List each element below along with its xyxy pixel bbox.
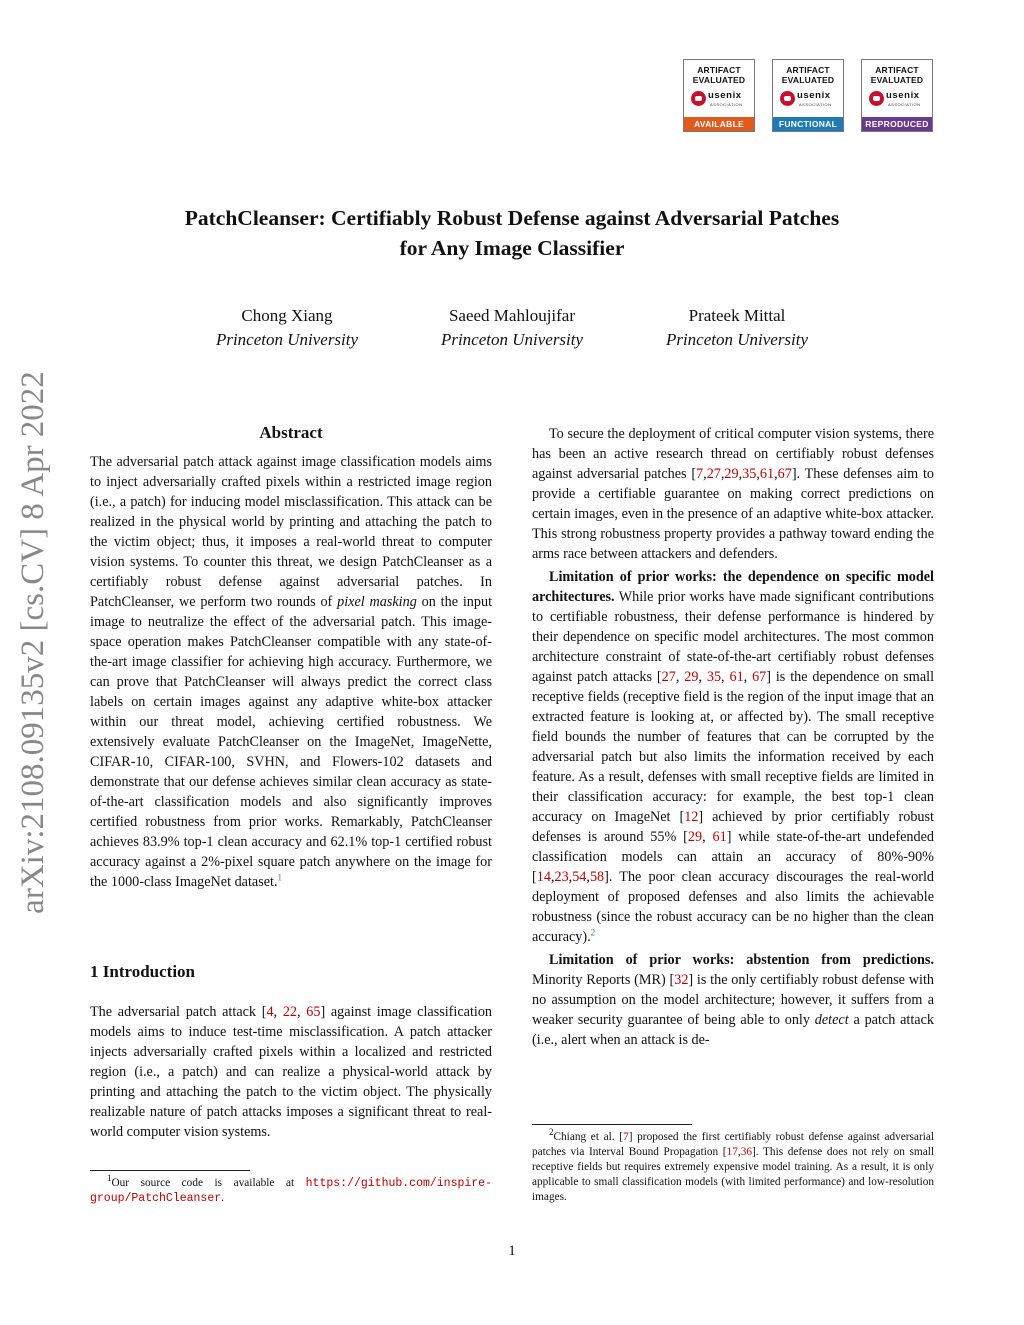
citation-link[interactable]: 4 xyxy=(266,1004,274,1020)
intro-text: The adversarial patch attack [ xyxy=(90,1004,267,1020)
paper-title xyxy=(100,203,924,263)
badge-org: usenix xyxy=(708,90,742,101)
badge-line2: EVALUATED xyxy=(692,75,746,85)
author-name: Prateek Mittal xyxy=(688,306,786,325)
author-name: Chong Xiang xyxy=(241,306,333,325)
citation-link[interactable]: 12 xyxy=(684,809,699,825)
footnote-rule xyxy=(90,1170,250,1171)
citation-link[interactable]: 35 xyxy=(742,466,757,482)
page-number: 1 xyxy=(508,1243,516,1259)
intro-text: ] against image classification models aims to induce test-time misclassification. A patch attacker injects adversarially crafted pixels within a localized and restricted region (i.e., a patch) and can realize a physical-world attack by printing and attaching the patch to the victim object. The physically realizable nature of patch attacks imposes a significant threat to real-world computer vision systems. xyxy=(90,1004,493,1140)
text: ] is the dependence on small receptive fields (receptive field is the region of the input image that an extracted feature is looking at, or affected by). The small receptive field bounds the number of features that can be corrupted by the adversarial patch but also limits the information received by each feature. As a result, defenses with small receptive fields are limited in their classification accuracy: for example, the best top-1 clean accuracy on ImageNet [ xyxy=(532,669,935,825)
badge-available xyxy=(683,59,755,132)
author-affiliation: Princeton University xyxy=(440,330,584,349)
italic-text: detect xyxy=(814,1012,849,1028)
citation-link[interactable]: 36 xyxy=(740,1146,752,1158)
abstract-body xyxy=(90,452,492,892)
citation-link[interactable]: 61 xyxy=(729,669,744,685)
usenix-logo-icon xyxy=(869,89,927,109)
paragraph-heading: Limitation of prior works: abstention from predictions. xyxy=(549,952,934,968)
citation-link[interactable]: 29 xyxy=(687,829,703,845)
paragraph-3 xyxy=(532,950,934,1050)
citation-link[interactable]: 29 xyxy=(684,669,699,685)
badge-label: FUNCTIONAL xyxy=(773,117,843,131)
footnote-text: ] proposed the first certifiably robust defense against adversarial patches via Interval Bound Propagation [ xyxy=(532,1131,935,1158)
citation-link[interactable]: 32 xyxy=(674,972,689,988)
badge-reproduced xyxy=(861,59,933,132)
usenix-logo-icon xyxy=(691,89,749,109)
intro-heading: 1 Introduction xyxy=(90,962,196,981)
citation-link[interactable]: 14 xyxy=(536,869,551,885)
arxiv-stamp-text: arXiv:2108.09135v2 [cs.CV] 8 Apr 2022 xyxy=(15,371,51,914)
usenix-logo-icon xyxy=(780,89,838,109)
author-3 xyxy=(617,304,857,352)
text: ]. These defenses aim to provide a certifiable guarantee on making correct predictions on certain images, even in the presence of an adaptive white-box attacker. This strong robustness property provides a pathway toward ending the arms race between attackers and defenders. xyxy=(532,466,935,562)
citation-link[interactable]: 27 xyxy=(661,669,676,685)
source-code-link[interactable]: https://github.com/inspire-group/PatchCleanser xyxy=(90,1177,492,1205)
text: ] while state-of-the-art undefended classification models can attain an accuracy of 80%-90% [ xyxy=(532,829,935,885)
footnote-text: Our source code is available at xyxy=(111,1177,306,1189)
badge-org: usenix xyxy=(886,90,920,101)
badge-functional xyxy=(772,59,844,132)
arxiv-stamp xyxy=(13,355,53,930)
citation-link[interactable]: 58 xyxy=(589,869,605,885)
citation-link[interactable]: 7 xyxy=(696,466,704,482)
author-2 xyxy=(392,304,632,352)
citation-link[interactable]: 27 xyxy=(706,466,721,482)
paragraph-1: To secure the deployment of critical computer vision systems, there has been an active research thread on certifiably robust defenses against adversarial patches [7,27,29,35,61,67]. These defenses aim to provide a certifiable guarantee on making correct predictions on certain images, even in the presence of an adaptive white-box attacker. This strong robustness property provides a pathway toward ending the arms race between attackers and defenders. xyxy=(532,426,935,562)
abstract-heading: Abstract xyxy=(259,423,323,442)
citation-link[interactable]: 22 xyxy=(282,1004,297,1020)
paragraph-2: Limitation of prior works: the dependence on specific model architectures. While prior works have made significant contributions to certifiable robustness, their defense performance is hindered by their dependence on specific model architectures. The most common architecture constraint of state-of-the-art certifiably robust defenses against patch attacks [27, 29, 35, 61, 67] is the dependence on small receptive fields (receptive field is the region of the input image that an extracted feature is looking at, or affected by). The small receptive field bounds the number of features that can be corrupted by the adversarial patch but also limits the information received by each feature. As a result, defenses with small receptive fields are limited in their classification accuracy: for example, the best top-1 clean accuracy on ImageNet [12] achieved by prior certifiably robust defenses is around 55% [29, 61] while state-of-the-art undefended classification models can attain an accuracy of 80%-90% [14,23,54,58]. The poor clean accuracy discourages the real-world deployment of proposed defenses and also limits the achievable robustness (since the robust accuracy can be no higher than the clean accuracy).$^2$ xyxy=(532,569,935,945)
footnote-2: $^2$Chiang et al. [7] proposed the first certifiably robust defense against adversarial patches via Interval Bound Propagation [17,36]. This defense does not rely on small receptive fields but requires extremely expensive model training. As a result, it is only applicable to small classification models (with limited performance) and low-resolution images. xyxy=(532,1127,935,1203)
citation-link[interactable]: 67 xyxy=(777,466,792,482)
footnote-1 xyxy=(90,1173,492,1206)
badge-assoc: ASSOCIATION xyxy=(710,102,743,107)
badge-line1: ARTIFACT xyxy=(786,65,830,75)
citation-link[interactable]: 35 xyxy=(706,669,722,685)
citation-link[interactable]: 65 xyxy=(306,1004,321,1020)
badge-line2: EVALUATED xyxy=(870,75,924,85)
badge-assoc: ASSOCIATION xyxy=(799,102,832,107)
citation-link[interactable]: 61 xyxy=(759,466,775,482)
abstract-text-1: The adversarial patch attack against image classification models aims to inject adversarially crafted pixels within a restricted image region (i.e., a patch) for inducing model misclassification. This attack can be realized in the physical world by printing and attaching the patch to the victim object; thus, it imposes a real-world threat to computer vision systems. To counter this threat, we design PatchCleanser as a certifiably robust defense against adversarial patches. In PatchCleanser, we perform two rounds of xyxy=(90,454,492,610)
text: ] is the only certifiably robust defense with no assumption on the model architecture; however, it suffers from a weaker security guarantee of being able to only xyxy=(532,972,934,1028)
author-affiliation: Princeton University xyxy=(665,330,809,349)
footnote-end: . xyxy=(221,1192,224,1204)
footnote-mark: 1 xyxy=(107,1173,112,1184)
author-name: Saeed Mahloujifar xyxy=(448,306,576,325)
citation-link[interactable]: 67 xyxy=(752,669,767,685)
citation-link[interactable]: 29 xyxy=(724,466,739,482)
text: a patch attack (i.e., alert when an attack is de- xyxy=(532,1012,934,1048)
citation-link[interactable]: 23 xyxy=(554,869,569,885)
text: To secure the deployment of critical computer vision systems, there has been an active research thread on certifiably robust defenses against adversarial patches [ xyxy=(532,426,934,482)
badge-line1: ARTIFACT xyxy=(697,65,741,75)
badge-line1: ARTIFACT xyxy=(875,65,919,75)
badge-line2: EVALUATED xyxy=(781,75,835,85)
footnote-marker[interactable]: 1 xyxy=(277,872,283,883)
abstract-italic: pixel masking xyxy=(337,594,417,610)
footnote-rule xyxy=(532,1124,692,1125)
citation-link[interactable]: 7 xyxy=(623,1131,629,1143)
author-affiliation: Princeton University xyxy=(215,330,359,349)
abstract-text-2: on the input image to neutralize the effect of the adversarial patch. This image-space operation makes PatchCleanser compatible with any state-of-the-art image classifier for achieving high accuracy. Furthermore, we can prove that PatchCleanser will always predict the correct class labels on certain images against any adaptive white-box attacker within our threat model, achieving certified robustness. We extensively evaluate PatchCleanser on the ImageNet, ImageNette, CIFAR-10, CIFAR-100, SVHN, and Flowers-102 datasets and demonstrate that our defense achieves similar clean accuracy as state-of-the-art classification models and also significantly improves certified robustness from prior works. Remarkably, PatchCleanser achieves 83.9% top-1 clean accuracy and 62.1% top-1 certified robust accuracy against a 2%-pixel square patch anywhere on the image for the 1000-class ImageNet dataset. xyxy=(90,594,493,890)
title-line-1: PatchCleanser: Certifiably Robust Defense against Adversarial Patches xyxy=(184,206,840,230)
text: ] achieved by prior certifiably robust defenses is around 55% [ xyxy=(532,809,934,845)
citation-link[interactable]: 17 xyxy=(726,1146,738,1158)
intro-body: The adversarial patch attack [4, 22, 65] against image classification models aims to induce test-time misclassification. A patch attacker injects adversarially crafted pixels within a localized and restricted region (i.e., a patch) and can realize a physical-world attack by printing and attaching the patch to the victim object. The physically realizable nature of patch attacks imposes a significant threat to real-world computer vision systems. xyxy=(90,1004,493,1140)
text: ]. The poor clean accuracy discourages the real-world deployment of proposed defenses and also limits the achievable robustness (since the robust accuracy can be no higher than the clean accuracy). xyxy=(532,869,934,945)
badge-org: usenix xyxy=(797,90,831,101)
text: Minority Reports (MR) [ xyxy=(532,972,675,988)
author-1 xyxy=(167,304,407,352)
badge-label: AVAILABLE xyxy=(684,117,754,131)
title-line-2: for Any Image Classifier xyxy=(399,236,625,260)
paragraph-heading: Limitation of prior works: the dependence on specific model architectures. xyxy=(532,569,934,605)
badge-assoc: ASSOCIATION xyxy=(888,102,921,107)
footnote-marker[interactable]: 2 xyxy=(590,927,596,938)
footnote-text: Chiang et al. [ xyxy=(553,1131,624,1143)
right-column xyxy=(532,424,934,1050)
citation-link[interactable]: 54 xyxy=(572,869,587,885)
text: While prior works have made significant contributions to certifiable robustness, their defense performance is hindered by their dependence on specific model architectures. The most common architecture constraint of state-of-the-art certifiably robust defenses against patch attacks [ xyxy=(532,589,934,685)
footnote-text: ]. This defense does not rely on small receptive fields but requires extremely expensive model training. As a result, it is only applicable to small classification models (with limited performance) and low-resolution images. xyxy=(532,1146,935,1203)
footnote-mark: 2 xyxy=(549,1127,554,1138)
citation-link[interactable]: 61 xyxy=(712,829,727,845)
badge-label: REPRODUCED xyxy=(862,117,932,131)
